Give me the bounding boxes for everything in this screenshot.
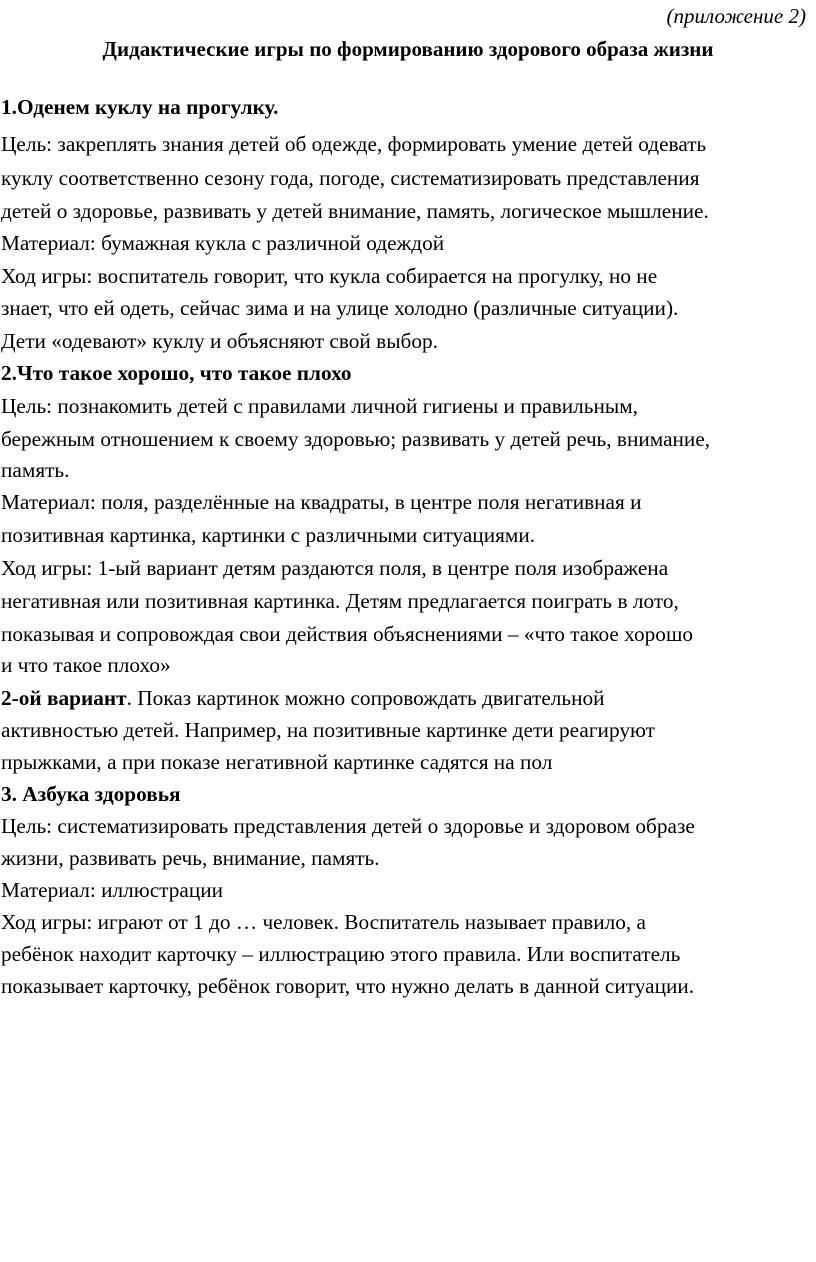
- game-3-procedure-line-2: ребёнок находит карточку – иллюстрацию этого правила. Или воспитатель: [1, 942, 681, 966]
- document-title: Дидактические игры по формированию здорового образа жизни: [102, 37, 714, 61]
- game-1-goal-line-3: детей о здоровье, развивать у детей внимание, память, логическое мышление.: [1, 199, 709, 223]
- appendix-note: (приложение 2): [666, 4, 806, 28]
- game-2-procedure-line-3: показывая и сопровождая свои действия объяснениями – «что такое хорошо: [1, 622, 693, 646]
- game-2-goal-line-2: бережным отношением к своему здоровью; развивать у детей речь, внимание,: [1, 427, 711, 451]
- game-2-variant-2-text: . Показ картинок можно сопровождать двигательной: [126, 686, 605, 710]
- game-2-goal-line-3: память.: [1, 458, 70, 482]
- game-3-procedure-line-1: Ход игры: играют от 1 до … человек. Воспитатель называет правило, а: [1, 910, 647, 934]
- game-2-variant-2-line-2: активностью детей. Например, на позитивные картинке дети реагируют: [1, 718, 655, 742]
- game-3-goal-line-2: жизни, развивать речь, внимание, память.: [1, 846, 380, 870]
- game-3-goal-line-1: Цель: систематизировать представления детей о здоровье и здоровом образе: [1, 814, 695, 838]
- game-1-heading: 1.Оденем куклу на прогулку.: [1, 95, 279, 119]
- game-1-procedure-line-2: знает, что ей одеть, сейчас зима и на улице холодно (различные ситуации).: [1, 296, 679, 320]
- game-2-procedure-line-4: и что такое плохо»: [1, 653, 171, 677]
- game-3-procedure-line-3: показывает карточку, ребёнок говорит, что нужно делать в данной ситуации.: [1, 974, 695, 998]
- game-2-material-line-2: позитивная картинка, картинки с различными ситуациями.: [1, 523, 536, 547]
- game-1-procedure-line-3: Дети «одевают» куклу и объясняют свой выбор.: [1, 329, 438, 353]
- game-1-goal-line-1: Цель: закреплять знания детей об одежде, формировать умение детей одевать: [1, 132, 707, 156]
- game-2-goal-line-1: Цель: познакомить детей с правилами личной гигиены и правильным,: [1, 394, 638, 418]
- game-2-variant-2-line-1: [1, 684, 605, 712]
- game-1-goal-line-2: куклу соответственно сезону года, погоде, систематизировать представления: [1, 166, 700, 190]
- game-2-variant-2-label: 2-ой вариант: [1, 686, 127, 710]
- game-2-variant-2-line-3: прыжками, а при показе негативной картинке садятся на пол: [1, 750, 553, 774]
- game-2-material-line-1: Материал: поля, разделённые на квадраты, в центре поля негативная и: [1, 490, 642, 514]
- game-1-procedure-line-1: Ход игры: воспитатель говорит, что кукла собирается на прогулку, но не: [1, 264, 658, 288]
- game-2-procedure-line-2: негативная или позитивная картинка. Детям предлагается поиграть в лото,: [1, 589, 679, 613]
- game-1-material: Материал: бумажная кукла с различной одеждой: [1, 231, 445, 255]
- game-3-heading: 3. Азбука здоровья: [1, 782, 181, 806]
- game-2-procedure-line-1: Ход игры: 1-ый вариант детям раздаются поля, в центре поля изображена: [1, 556, 669, 580]
- game-3-material: Материал: иллюстрации: [1, 878, 224, 902]
- game-2-heading: 2.Что такое хорошо, что такое плохо: [1, 361, 352, 385]
